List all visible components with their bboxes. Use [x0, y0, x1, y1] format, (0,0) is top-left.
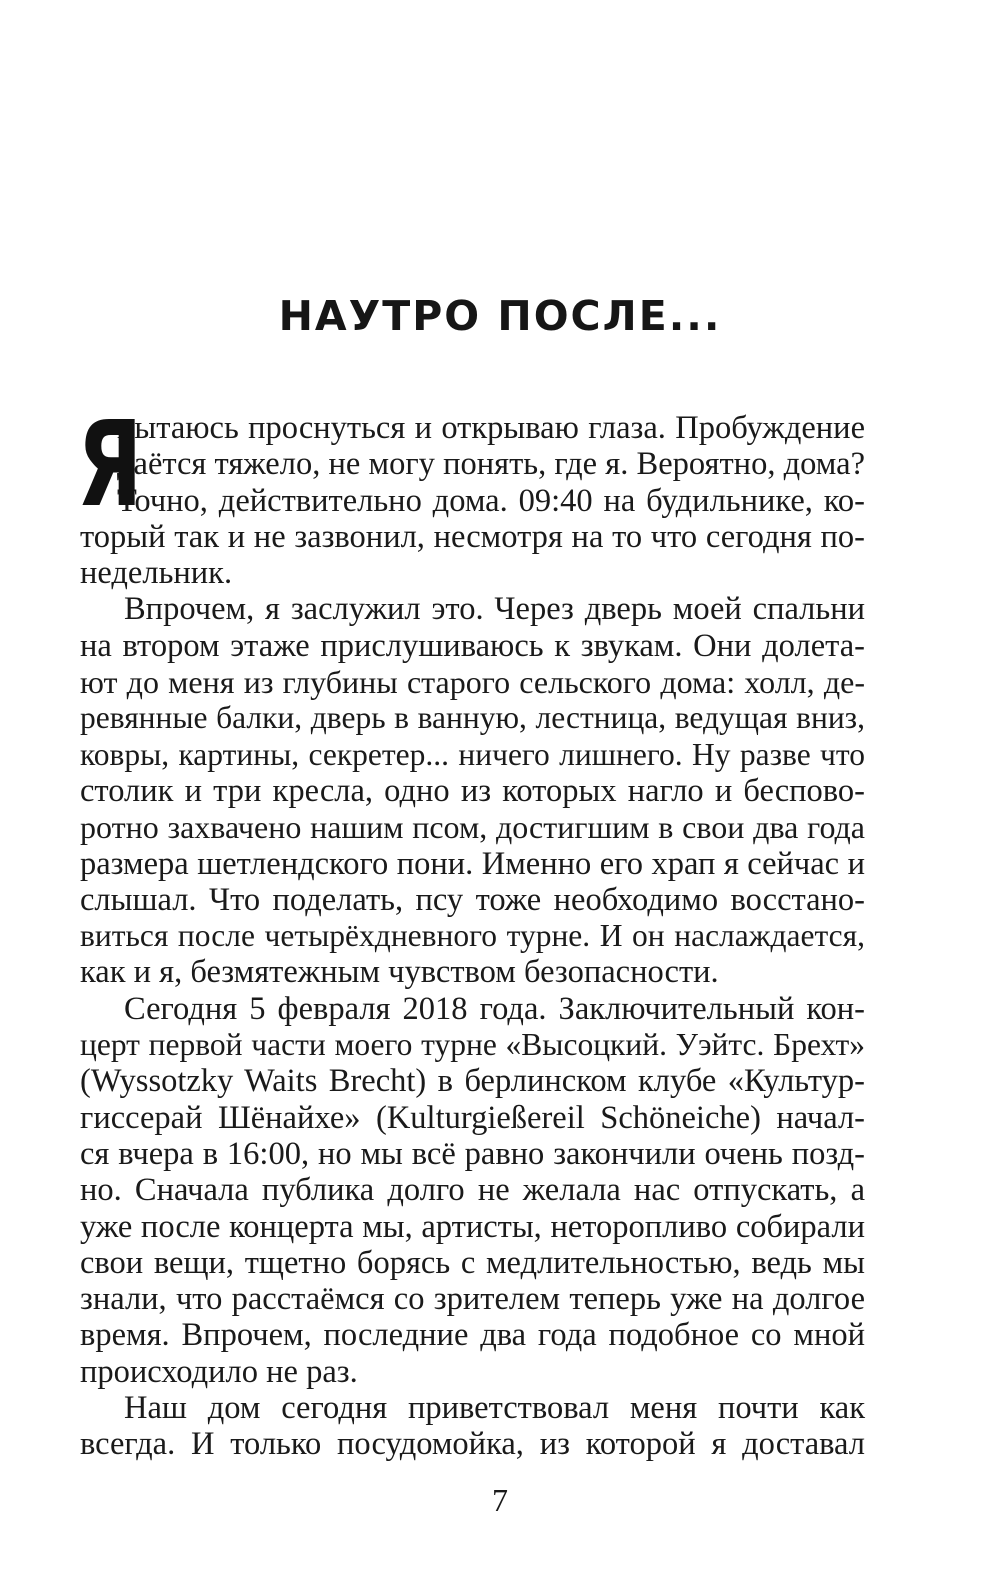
text-line: торый так и не зазвонил, несмотря на то что сегодня по-: [80, 518, 865, 555]
text-line: ся вчера в 16:00, но мы всё равно закончили очень позд-: [80, 1135, 865, 1172]
text-line: столик и три кресла, одно из которых нагло и беспово-: [80, 772, 865, 809]
text-line: виться после четырёхдневного турне. И он наслаждается,: [80, 918, 865, 954]
text-line: размера шетлендского пони. Именно его храп я сейчас и: [80, 845, 865, 882]
text-line: (Wyssotzky Waits Brecht) в берлинском клубе «Культур-: [80, 1063, 865, 1100]
text-line: время. Впрочем, последние два года подобное со мной: [80, 1317, 865, 1354]
page-number: 7: [492, 1482, 508, 1518]
text-line: Точно, действительно дома. 09:40 на будильнике, ко-: [117, 482, 865, 519]
text-line: происходило не раз.: [80, 1353, 358, 1390]
text-line: но. Сначала публика долго не желала нас отпускать, а: [80, 1172, 865, 1209]
text-line: Сегодня 5 февраля 2018 года. Заключительный кон-: [124, 990, 865, 1027]
text-line: церт первой части моего турне «Высоцкий. Уэйтс. Брехт»: [80, 1027, 865, 1063]
paragraph-2: [80, 591, 865, 990]
text-line: ют до меня из глубины старого сельского дома: холл, де-: [80, 664, 865, 701]
text-line: как и я, безмятежным чувством безопасности.: [80, 954, 719, 991]
text-line: пытаюсь проснуться и открываю глаза. Пробуждение: [117, 410, 865, 446]
text-line: даётся тяжело, не могу понять, где я. Вероятно, дома?: [117, 446, 865, 483]
body-text: [77, 395, 865, 1463]
text-line: Наш дом сегодня приветствовал меня почти как: [124, 1390, 865, 1427]
text-line: слышал. Что поделать, псу тоже необходимо восстано-: [80, 881, 865, 918]
text-line: свои вещи, тщетно борясь с медлительностью, ведь мы: [80, 1244, 865, 1281]
chapter-title: НАУТРО ПОСЛЕ...: [278, 292, 722, 340]
text-line: всегда. И только посудомойка, из которой я доставал: [80, 1426, 865, 1463]
text-line: уже после концерта мы, артисты, неторопливо собирали: [80, 1208, 865, 1245]
paragraph-3: [80, 991, 865, 1390]
text-line: ковры, картины, секретер... ничего лишнего. Ну разве что: [80, 736, 865, 772]
text-line: ротно захвачено нашим псом, достигшим в свои два года: [80, 809, 865, 846]
text-line: знали, что расстаёмся со зрителем теперь уже на долгое: [80, 1281, 865, 1318]
paragraph-4: [80, 1390, 865, 1463]
text-line: Впрочем, я заслужил это. Через дверь моей спальни: [124, 591, 865, 628]
text-line: на втором этаже прислушиваюсь к звукам. Они долета-: [80, 627, 865, 664]
paragraph-1: [77, 395, 865, 592]
drop-cap: Я: [77, 395, 143, 533]
text-line: гиссерай Шёнайхе» (Kulturgießereil Schöneiche) начал-: [80, 1099, 865, 1136]
text-line: ревянные балки, дверь в ванную, лестница, ведущая вниз,: [80, 700, 865, 736]
text-line: недельник.: [80, 555, 233, 592]
